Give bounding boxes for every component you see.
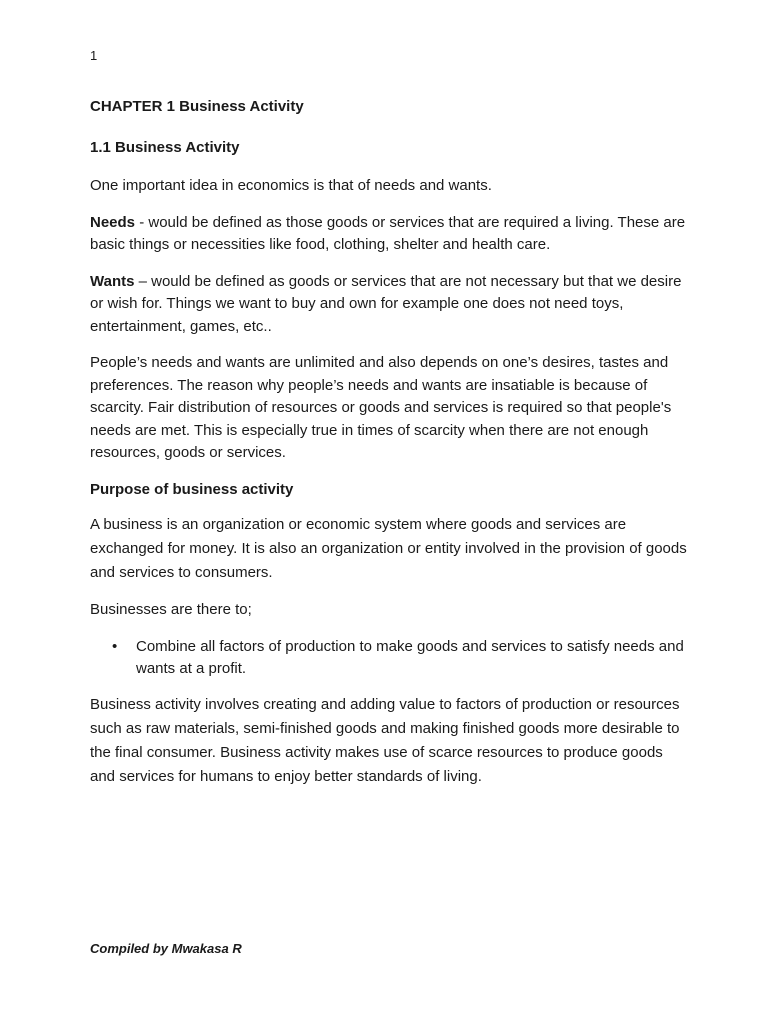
- activity-paragraph: Business activity involves creating and adding value to factors of production or resources such as raw materials, semi-finished goods and making finished goods more desirable to the final consumer. Business activity makes use of scarce resources to produce goods and services for humans to enjoy better standards of living.: [90, 695, 680, 785]
- wants-paragraph: [90, 271, 690, 339]
- bullet-icon: •: [112, 637, 118, 655]
- needs-term: Needs: [90, 213, 136, 231]
- businesses-intro: Businesses are there to;: [90, 601, 252, 618]
- chapter-title: CHAPTER 1 Business Activity: [90, 98, 304, 115]
- scarcity-paragraph: People’s needs and wants are unlimited and also depends on one’s desires, tastes and preferences. The reason why people’s needs and wants are insatiable is because of scarcity. Fair distribution of resources or goods and services is required so that people's needs are met. This is especially true in times of scarcity when there are not enough resources, goods or services.: [90, 354, 672, 461]
- business-definition-paragraph: A business is an organization or economic system where goods and services are exchanged for money. It is also an organization or entity involved in the provision of goods and services to consumers.: [90, 516, 687, 581]
- list-item-text: Combine all factors of production to make goods and services to satisfy needs and wants at a profit.: [136, 637, 684, 677]
- needs-definition: - would be defined as those goods or services that are required a living. These are basic things or necessities like food, clothing, shelter and health care.: [90, 213, 686, 253]
- footer-credit: Compiled by Mwakasa R: [90, 941, 242, 956]
- intro-paragraph: One important idea in economics is that of needs and wants.: [90, 177, 492, 194]
- purpose-heading: Purpose of business activity: [90, 480, 294, 498]
- page-number: 1: [90, 48, 98, 63]
- list-item: [90, 636, 690, 681]
- needs-paragraph: [90, 212, 690, 257]
- page-content: [90, 96, 690, 803]
- wants-term: Wants: [90, 272, 135, 290]
- purpose-list: [90, 636, 690, 681]
- section-title: 1.1 Business Activity: [90, 138, 240, 156]
- wants-definition: – would be defined as goods or services that are not necessary but that we desire or wish for. Things we want to buy and own for example one does not need toys, entertainment, games, etc..: [90, 272, 682, 335]
